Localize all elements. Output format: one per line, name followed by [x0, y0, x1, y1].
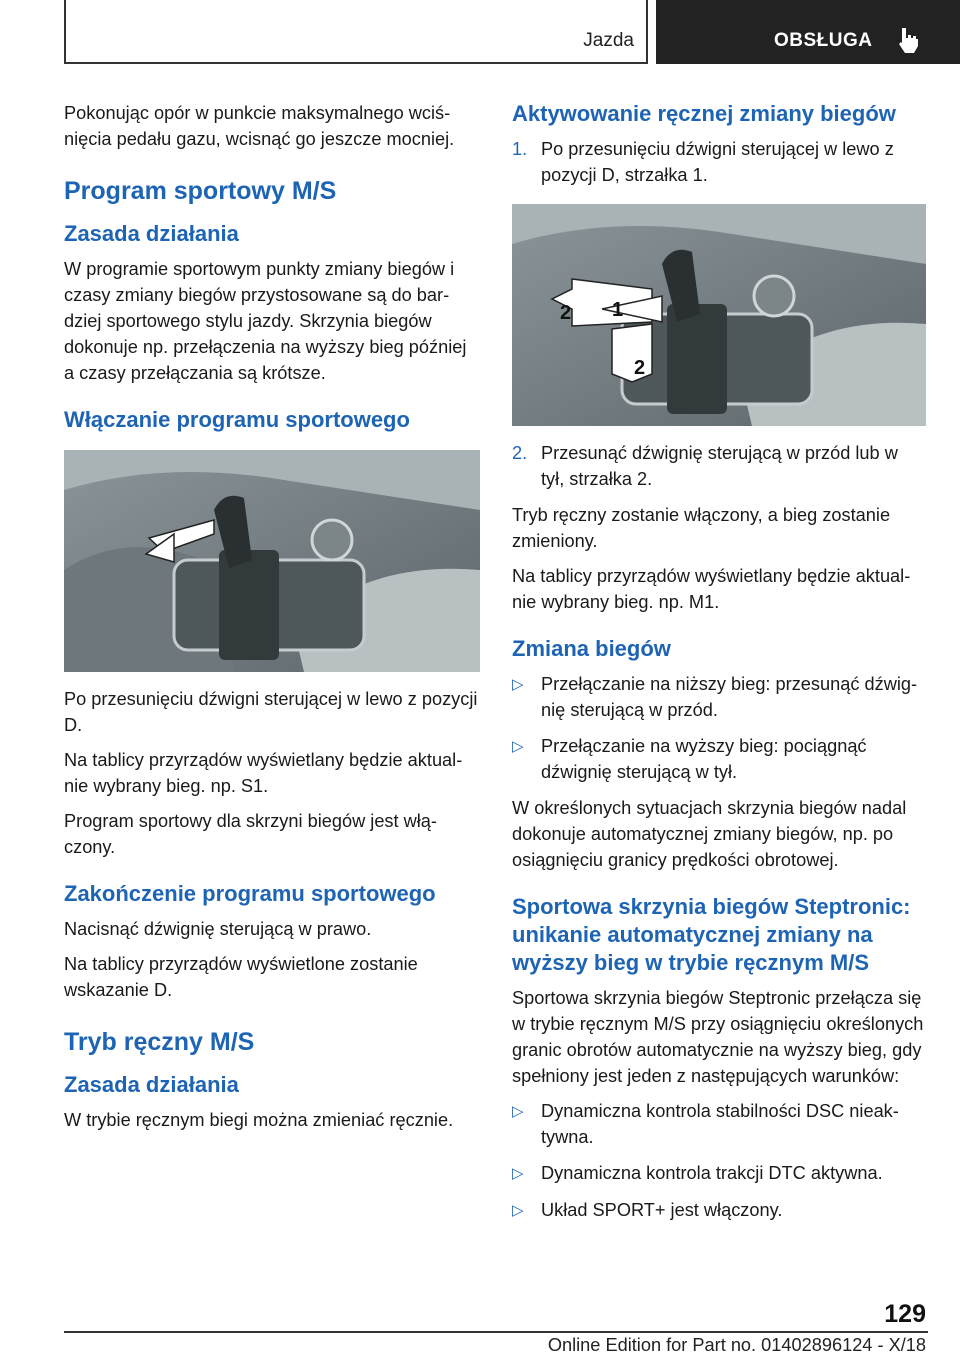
steptronic-text: Sportowa skrzynia biegów Steptronic przełącza się w trybie ręcznym M/S przy osiągnięciu określonych granic obrotów automatycznie na wyższy bieg, gdy spełniony jest jeden z następujących warunków: [512, 988, 924, 1086]
list-item-text: Dynamiczna kontrola stabilności DSC nieaktywna. [541, 1101, 899, 1147]
chapter-title: OBSŁUGA [774, 30, 873, 51]
gear-change-text: W określonych sytuacjach skrzynia biegów nadal dokonuje automatycznej zmiany biegów, np. po osiągnięciu granicy prędkości obrotowej. [512, 798, 907, 870]
activate-text-1: Tryb ręczny zostanie włączony, a bieg zostanie zmieniony. [512, 505, 891, 551]
heading-principle-2: Zasada działania [64, 1072, 239, 1097]
hand-pointer-icon [896, 26, 922, 54]
list-item-text: Przełączanie na wyższy bieg: pociągnąć dźwignię sterującą w tył. [541, 736, 867, 782]
gear-selector-photo-manual [512, 204, 926, 426]
principle-text: W programie sportowym punkty zmiany biegów i czasy zmiany biegów przystosowane są do bardziej sportowego stylu jazdy. Skrzynia biegów dokonuje np. przełączenia na wyższy bieg później a czasy przełączania są krótsze. [64, 259, 467, 383]
gear-selector-illustration [64, 450, 480, 672]
enable-text-2: Na tablicy przyrządów wyświetlany będzie aktualnie wybrany bieg. np. S1. [64, 750, 463, 796]
list-item-dsc [512, 1098, 926, 1150]
heading-enable-sport: Włączanie programu sportowego [64, 407, 410, 432]
triangle-bullet-icon: ▷ [512, 1202, 524, 1219]
triangle-bullet-icon: ▷ [512, 1165, 524, 1182]
footer-divider [64, 1331, 928, 1333]
step-number: 2. [512, 443, 528, 463]
enable-text-1: Po przesunięciu dźwigni sterującej w lewo z pozycji D. [64, 689, 478, 735]
heading-end-sport: Zakończenie programu sportowego [64, 881, 436, 906]
arrow-label-2a: 2 [560, 302, 572, 324]
edition-footer: Online Edition for Part no. 01402896124 - X/18 [547, 1335, 926, 1355]
step-item-2 [512, 440, 926, 492]
page-number: 129 [884, 1300, 926, 1328]
left-column [64, 100, 480, 1142]
triangle-bullet-icon: ▷ [512, 738, 524, 755]
header-left-frame [64, 0, 648, 64]
heading-sport-program: Program sportowy M/S [64, 177, 337, 205]
gear-selector-illustration-arrows [512, 204, 926, 426]
heading-manual-mode: Tryb ręczny M/S [64, 1028, 255, 1056]
heading-principle: Zasada działania [64, 221, 239, 246]
activate-text-2: Na tablicy przyrządów wyświetlany będzie aktualnie wybrany bieg. np. M1. [512, 566, 911, 612]
list-item-upshift [512, 733, 926, 785]
header-chapter-tab [656, 0, 960, 64]
end-text-2: Na tablicy przyrządów wyświetlone zostanie wskazanie D. [64, 954, 418, 1000]
step-item-1 [512, 136, 926, 188]
end-text-1: Nacisnąć dźwignię sterującą w prawo. [64, 919, 372, 939]
gear-selector-photo-sport [64, 450, 480, 672]
enable-text-3: Program sportowy dla skrzyni biegów jest włączony. [64, 811, 437, 857]
section-title: Jazda [583, 30, 634, 51]
list-item-text: Dynamiczna kontrola trakcji DTC aktywna. [541, 1163, 883, 1183]
step-text: Przesunąć dźwignię sterującą w przód lub w tył, strzałka 2. [541, 443, 898, 489]
right-column [512, 100, 926, 1234]
arrow-label-2b: 2 [634, 357, 646, 379]
triangle-bullet-icon: ▷ [512, 676, 524, 693]
list-item-dtc [512, 1160, 926, 1187]
list-item-downshift [512, 671, 926, 723]
list-item-text: Przełączanie na niższy bieg: przesunąć dźwignię sterującą w przód. [541, 674, 918, 720]
step-number: 1. [512, 139, 528, 159]
intro-text: Pokonując opór w punkcie maksymalnego wciśnięcia pedału gazu, wcisnąć go jeszcze mocniej. [64, 103, 455, 149]
list-item-sport-plus [512, 1197, 926, 1224]
heading-gear-change: Zmiana biegów [512, 636, 671, 661]
heading-activate-manual: Aktywowanie ręcznej zmiany biegów [512, 101, 896, 126]
heading-steptronic: Sportowa skrzynia biegów Steptronic: unikanie automatycznej zmiany na wyższy bieg w trybie ręcznym M/S [512, 894, 911, 975]
step-text: Po przesunięciu dźwigni sterującej w lewo z pozycji D, strzałka 1. [541, 139, 894, 185]
triangle-bullet-icon: ▷ [512, 1103, 524, 1120]
arrow-label-1: 1 [612, 299, 624, 321]
manual-text: W trybie ręcznym biegi można zmieniać ręcznie. [64, 1110, 454, 1130]
list-item-text: Układ SPORT+ jest włączony. [541, 1200, 783, 1220]
